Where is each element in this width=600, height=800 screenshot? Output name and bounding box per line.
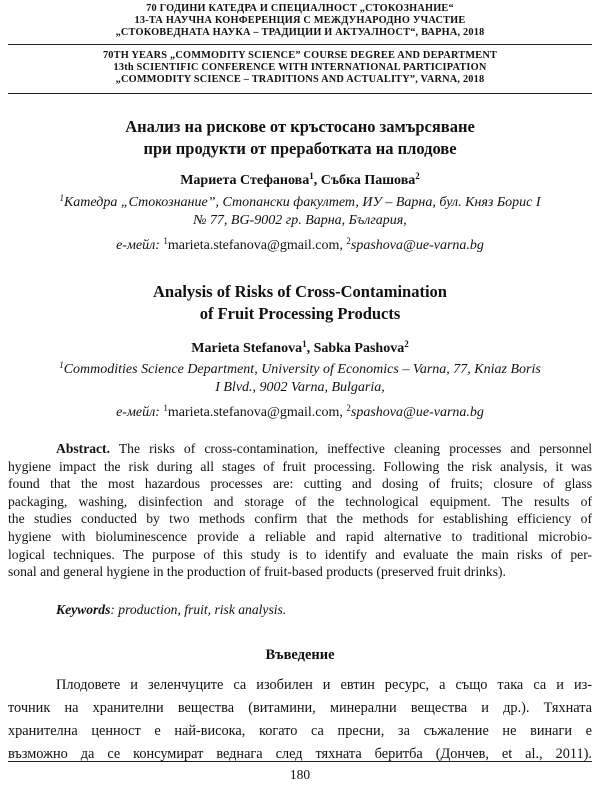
paper-title-en: [20, 281, 580, 325]
author-name: Sabka Pashova: [313, 341, 405, 356]
affiliation-line: I Blvd., 9002 Varna, Bulgaria,: [215, 380, 385, 395]
conference-header-en: [8, 50, 592, 86]
page-number: 180: [289, 767, 311, 782]
abstract-line: hygiene with bioluminescence provide a reliable and rapid alternative to traditional microbio-: [8, 528, 592, 544]
header-bg-line: „СТОКОВЕДНАТА НАУКА – ТРАДИЦИИ И АКТУАЛНОСТ“, ВАРНА, 2018: [115, 27, 485, 38]
affiliation-bg: $^1$Катедра „Стокознание”, Стопански факултет, ИУ – Варна, бул. Княз Борис I № 77, BG-9002 гр. Варна, България,: [4, 194, 596, 230]
abstract-line: found that the most hazardous processes are: cutting and dosing of fruits; closure of glass: [8, 476, 592, 492]
email-label: e-мейл:: [116, 405, 160, 420]
body-line: възможно да се консумират веднага след тяхната беритба (Дончев, et al., 2011).: [8, 746, 592, 762]
author-name: Marieta Stefanova: [191, 341, 303, 356]
email-address[interactable]: marieta.stefanova@gmail.com,: [167, 405, 343, 420]
body-line: Плодовете и зеленчуците са изобилен и евтин ресурс, а също така са и из-: [56, 677, 592, 693]
header-en-line: „COMMODITY SCIENCE – TRADITIONS AND ACTUALITY”, VARNA, 2018: [115, 74, 485, 85]
email-line-en: e-мейл: $^1$marieta.stefanova@gmail.com, $^2$spashova@ue-varna.bg: [116, 403, 484, 420]
body-line: хранителна ценност е най-висока, когато са пресни, за съжаление не винаги е: [8, 723, 592, 739]
keywords: [56, 601, 286, 619]
body-line: точник на хранителни вещества (витамини, минерални вещества и др.). Тяхната: [8, 700, 592, 716]
keywords-label: Keywords: [56, 602, 111, 617]
email-line-bg: e-мейл: $^1$marieta.stefanova@gmail.com, $^2$spashova@ue-varna.bg: [116, 236, 484, 253]
title-line: Analysis of Risks of Cross-Contamination: [153, 282, 447, 301]
email-address[interactable]: marieta.stefanova@gmail.com,: [167, 238, 343, 253]
header-bottom-rule: [8, 93, 592, 94]
abstract-line: hygiene impact the risk during all stages of fruit processing. Following the risk analysis, it was: [8, 458, 592, 474]
header-en-line: 13th SCIENTIFIC CONFERENCE WITH INTERNATIONAL PARTICIPATION: [113, 62, 487, 73]
email-label: e-мейл:: [116, 238, 160, 253]
abstract: [8, 440, 592, 581]
footer-rule: [8, 761, 592, 762]
abstract-line: logical techniques. The purpose of this study is to identify and evaluate the main risks of per-: [8, 546, 592, 562]
introduction-paragraph: [8, 674, 592, 766]
title-line: Анализ на рискове от кръстосано замърсяване: [125, 117, 475, 136]
header-bg-line: 70 ГОДИНИ КАТЕДРА И СПЕЦИАЛНОСТ „СТОКОЗНАНИЕ“: [146, 3, 454, 14]
paper-title-bg: [20, 116, 580, 160]
authors-en: Marieta Stefanova$^1$, Sabka Pashova$^2$: [191, 339, 409, 356]
abstract-line: Abstract. The risks of cross-contamination, ineffective cleaning processes and personnel: [56, 441, 593, 456]
affiliation-line: Катедра „Стокознание”, Стопански факултет, ИУ – Варна, бул. Княз Борис I: [63, 195, 541, 210]
affiliation-line: Commodities Science Department, University of Economics – Varna, 77, Kniaz Boris: [63, 362, 541, 377]
section-heading-introduction: Въведение: [265, 647, 335, 663]
title-line: of Fruit Processing Products: [199, 304, 401, 323]
author-name: Събка Пашова: [320, 173, 416, 188]
affiliation-line: № 77, BG-9002 гр. Варна, България,: [193, 213, 407, 228]
header-bg-line: 13-ТА НАУЧНА КОНФЕРЕНЦИЯ С МЕЖДУНАРОДНО УЧАСТИЕ: [134, 15, 466, 26]
header-en-line: 70TH YEARS „COMMODITY SCIENCE” COURSE DEGREE AND DEPARTMENT: [102, 50, 498, 61]
email-address[interactable]: spashova@ue-varna.bg: [350, 405, 484, 420]
affiliation-en: $^1$Commodities Science Department, University of Economics – Varna, 77, Kniaz Boris I Blvd., 9002 Varna, Bulgaria,: [4, 361, 596, 397]
abstract-line: the studies conducted by two methods confirm that the methods for establishing efficiency of: [8, 511, 592, 527]
abstract-line: sonal and general hygiene in the production of fruit-based products (preserved fruit drinks).: [8, 564, 506, 580]
title-line: при продукти от преработката на плодове: [143, 139, 457, 158]
conference-header-bg: [40, 3, 560, 39]
header-divider: [8, 44, 592, 45]
email-address[interactable]: spashova@ue-varna.bg: [350, 238, 484, 253]
authors-bg: Мариета Стефанова$^1$, Събка Пашова$^2$: [180, 171, 420, 188]
abstract-line: packaging, washing, disinfection and storage of the technological equipment. The results of: [8, 493, 592, 509]
author-name: Мариета Стефанова: [180, 173, 310, 188]
keywords-text: : production, fruit, risk analysis.: [110, 602, 287, 617]
abstract-label: Abstract.: [56, 441, 110, 456]
